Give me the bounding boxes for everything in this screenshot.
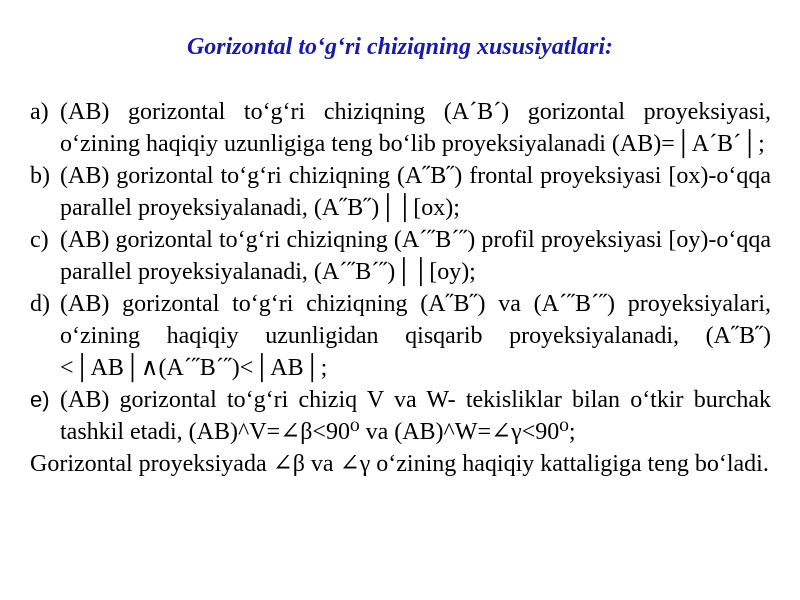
properties-list	[30, 96, 771, 480]
list-item-a	[30, 96, 771, 160]
item-text: (AB) gorizontal to‘g‘ri chiziq V va W- tekisliklar bilan o‘tkir burchak tashkil etadi, (AB)^V=∠β<90⁰ va (AB)^W=∠γ<90⁰;	[60, 387, 771, 445]
item-text: (AB) gorizontal to‘g‘ri chiziqning (A´˝B´˝) profil proyeksiyasi [oy)-o‘qqa parallel proyeksiyalanadi, (A´˝B´˝)││[oy);	[60, 227, 771, 285]
closing-paragraph: Gorizontal proyeksiyada ∠β va ∠γ o‘zining haqiqiy kattaligiga teng bo‘ladi.	[30, 451, 769, 477]
item-marker: d)	[30, 291, 50, 317]
slide-title: Gorizontal to‘g‘ri chiziqning xususiyatlari:	[186, 34, 614, 60]
list-item-b	[30, 160, 771, 224]
item-marker: c)	[30, 227, 49, 253]
item-marker: e)	[30, 387, 50, 412]
item-text: (AB) gorizontal to‘g‘ri chiziqning (A˝B˝) frontal proyeksiyasi [ox)-o‘qqa parallel proyeksiyalanadi, (A˝B˝)││[ox);	[60, 163, 771, 221]
list-item-c	[30, 224, 771, 288]
list-item-d	[30, 288, 771, 384]
item-text: (AB) gorizontal to‘g‘ri chiziqning (A´B´) gorizontal proyeksiyasi, o‘zining haqiqiy uzunligiga teng bo‘lib proyeksiyalanadi (AB)=│A´B´│;	[60, 99, 771, 157]
item-marker: b)	[30, 163, 50, 189]
list-item-e	[30, 384, 771, 448]
item-text: (AB) gorizontal to‘g‘ri chiziqning (A˝B˝) va (A´˝B´˝) proyeksiyalari, o‘zining haqiqiy uzunligidan qisqarib proyeksiyalanadi, (A˝B˝)<│AB│∧(A´˝B´˝)<│AB│;	[60, 291, 771, 381]
item-marker: a)	[30, 99, 49, 125]
